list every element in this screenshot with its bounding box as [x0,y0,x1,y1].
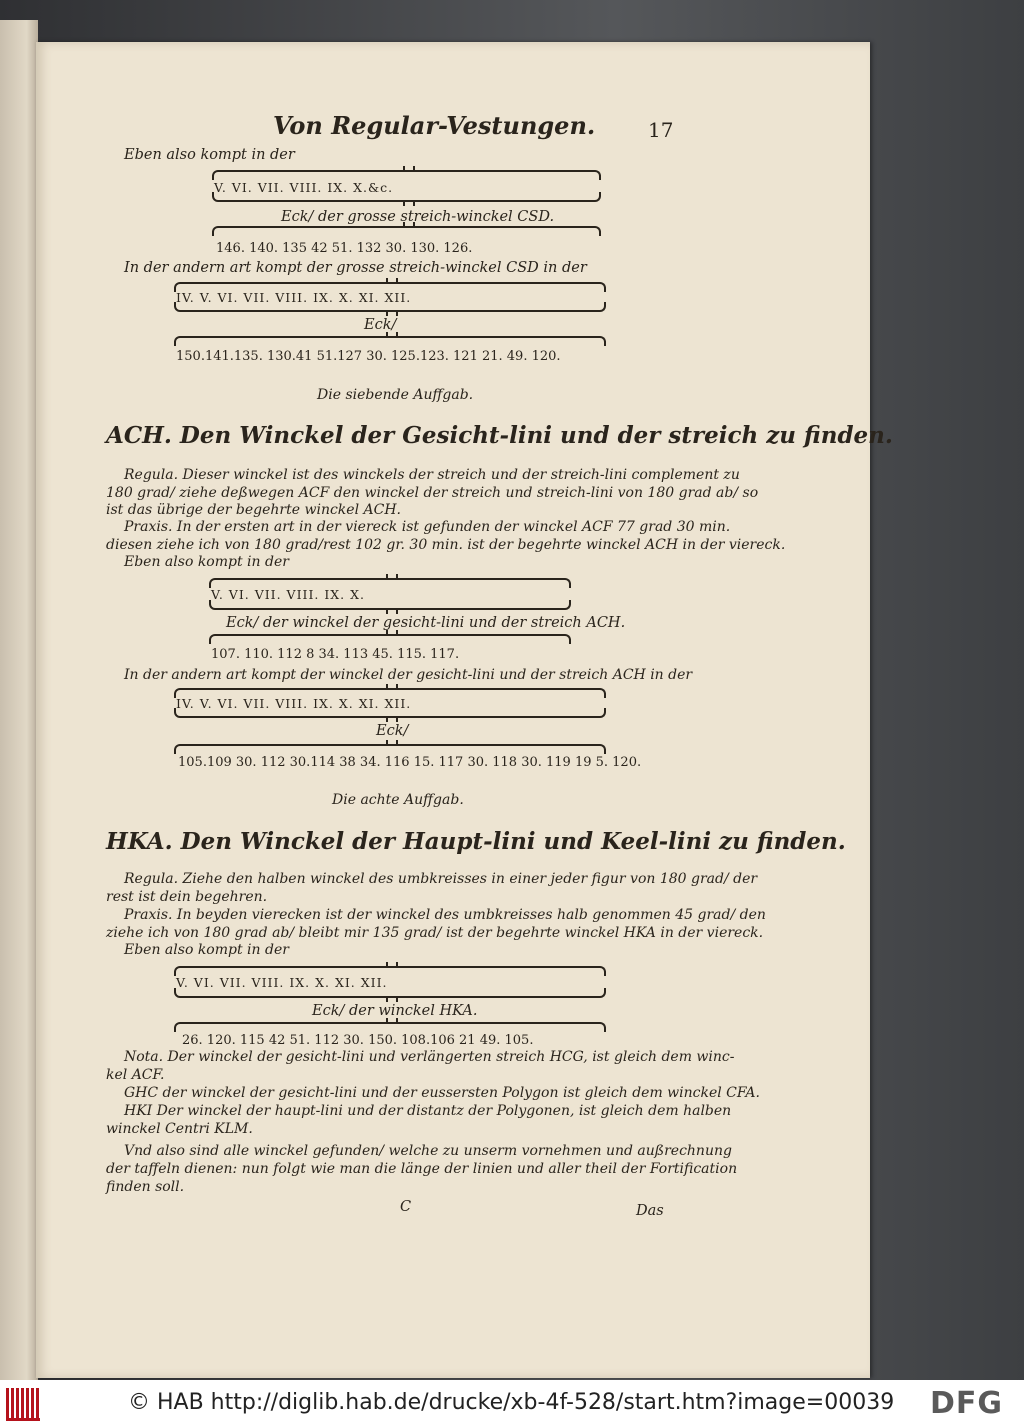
task7-praxis-3: Eben also kompt in der [124,554,289,570]
task8-brace-mid [174,988,606,998]
footer-credit-link[interactable]: © HAB http://diglib.hab.de/drucke/xb-4f-528/start.htm?image=00039 [128,1390,895,1415]
task8-regula-2: rest ist dein begehren. [106,889,268,905]
running-head: Von Regular-Vestungen. [273,111,596,140]
block2-brace-low [174,336,606,346]
task8-praxis-3: Eben also kompt in der [124,942,289,958]
block1-brace-low [212,226,601,236]
task8-regula-1: Regula. Ziehe den halben winckel des umbkreisses in einer jeder figur von 180 grad/ der [124,871,758,887]
task7-regula-3: ist das übrige der begehrte winckel ACH. [106,502,401,518]
block1-values: 146. 140. 135 42 51. 132 30. 130. 126. [216,241,473,256]
dfg-logo: DFG [930,1386,1004,1421]
task8-roman: V. VI. VII. VIII. IX. X. XI. XII. [176,975,388,990]
task7-roman: V. VI. VII. VIII. IX. X. [211,587,365,602]
nota-line-6: Vnd also sind alle winckel gefunden/ welche zu unserm vornehmen und außrechnung [124,1143,732,1159]
task7-label: Eck/ der winckel der gesicht-lini und der streich ACH. [226,615,626,631]
task7-intro2: In der andern art kompt der winckel der gesicht-lini und der streich ACH in der [124,667,693,683]
nota-line-7: der taffeln dienen: nun folgt wie man die länge der linien und aller theil der Fortification [106,1161,738,1177]
task7-label2: Eck/ [376,723,409,739]
task7-caption: Die siebende Auffgab. [317,387,474,403]
task8-praxis-2: ziehe ich von 180 grad ab/ bleibt mir 135 grad/ ist der begehrte winckel HKA in der viereck. [106,925,764,941]
task7-values: 107. 110. 112 8 34. 113 45. 115. 117. [211,647,460,662]
task7-title: ACH. Den Winckel der Gesicht-lini und der streich zu finden. [106,422,893,449]
block1-label: Eck/ der grosse streich-winckel CSD. [281,209,555,225]
nota-line-5: winckel Centri KLM. [106,1121,253,1137]
block1-brace-top [212,170,601,180]
task8-title: HKA. Den Winckel der Haupt-lini und Keel-lini zu finden. [106,828,846,855]
block2-roman: IV. V. VI. VII. VIII. IX. X. XI. XII. [176,290,412,305]
signature-mark: C [400,1199,412,1215]
task8-values: 26. 120. 115 42 51. 112 30. 150. 108.106 21 49. 105. [182,1033,534,1048]
nota-line-3: GHC der winckel der gesicht-lini und der eussersten Polygon ist gleich dem winckel CFA. [124,1085,760,1101]
block1-brace-mid [212,192,601,202]
task7-regula-1: Regula. Dieser winckel ist des winckels der streich und der streich-lini complement zu [124,467,740,483]
block2-values: 150.141.135. 130.41 51.127 30. 125.123. 121 21. 49. 120. [176,349,561,364]
task8-caption: Die achte Auffgab. [332,792,464,808]
footer-bar [0,1380,1024,1426]
hab-logo-icon [6,1388,40,1421]
block1-roman: V. VI. VII. VIII. IX. X.&c. [214,180,394,195]
block2-label: Eck/ [364,317,397,333]
task7-brace2-mid [174,708,606,718]
nota-line-4: HKI Der winckel der haupt-lini und der distantz der Polygonen, ist gleich dem halben [124,1103,732,1119]
task7-brace-mid [209,600,571,610]
block2-brace-mid [174,302,606,312]
task7-brace2-low [174,744,606,754]
previous-page-edge [0,20,38,1380]
nota-line-1: Nota. Der winckel der gesicht-lini und verlängerten streich HCG, ist gleich dem winc- [124,1049,735,1065]
task8-brace-low [174,1022,606,1032]
book-page [36,42,893,1378]
task7-brace-low [209,634,571,644]
task8-label: Eck/ der winckel HKA. [312,1003,478,1019]
catchword: Das [636,1203,664,1219]
task7-praxis-1: Praxis. In der ersten art in der viereck ist gefunden der winckel ACF 77 grad 30 min. [124,519,731,535]
task8-praxis-1: Praxis. In beyden vierecken ist der winckel des umbkreisses halb genommen 45 grad/ den [124,907,766,923]
nota-line-2: kel ACF. [106,1067,165,1083]
nota-line-8: finden soll. [106,1179,185,1195]
block1-intro: Eben also kompt in der [124,147,295,163]
page-number: 17 [648,118,674,142]
block2-intro: In der andern art kompt der grosse streich-winckel CSD in der [124,260,587,276]
task7-roman2: IV. V. VI. VII. VIII. IX. X. XI. XII. [176,696,412,711]
task7-regula-2: 180 grad/ ziehe deßwegen ACF den winckel der streich und streich-lini von 180 grad ab/ so [106,485,759,501]
task7-values2: 105.109 30. 112 30.114 38 34. 116 15. 117 30. 118 30. 119 19 5. 120. [178,755,642,770]
task7-praxis-2: diesen ziehe ich von 180 grad/rest 102 gr. 30 min. ist der begehrte winckel ACH in der viereck. [106,537,786,553]
